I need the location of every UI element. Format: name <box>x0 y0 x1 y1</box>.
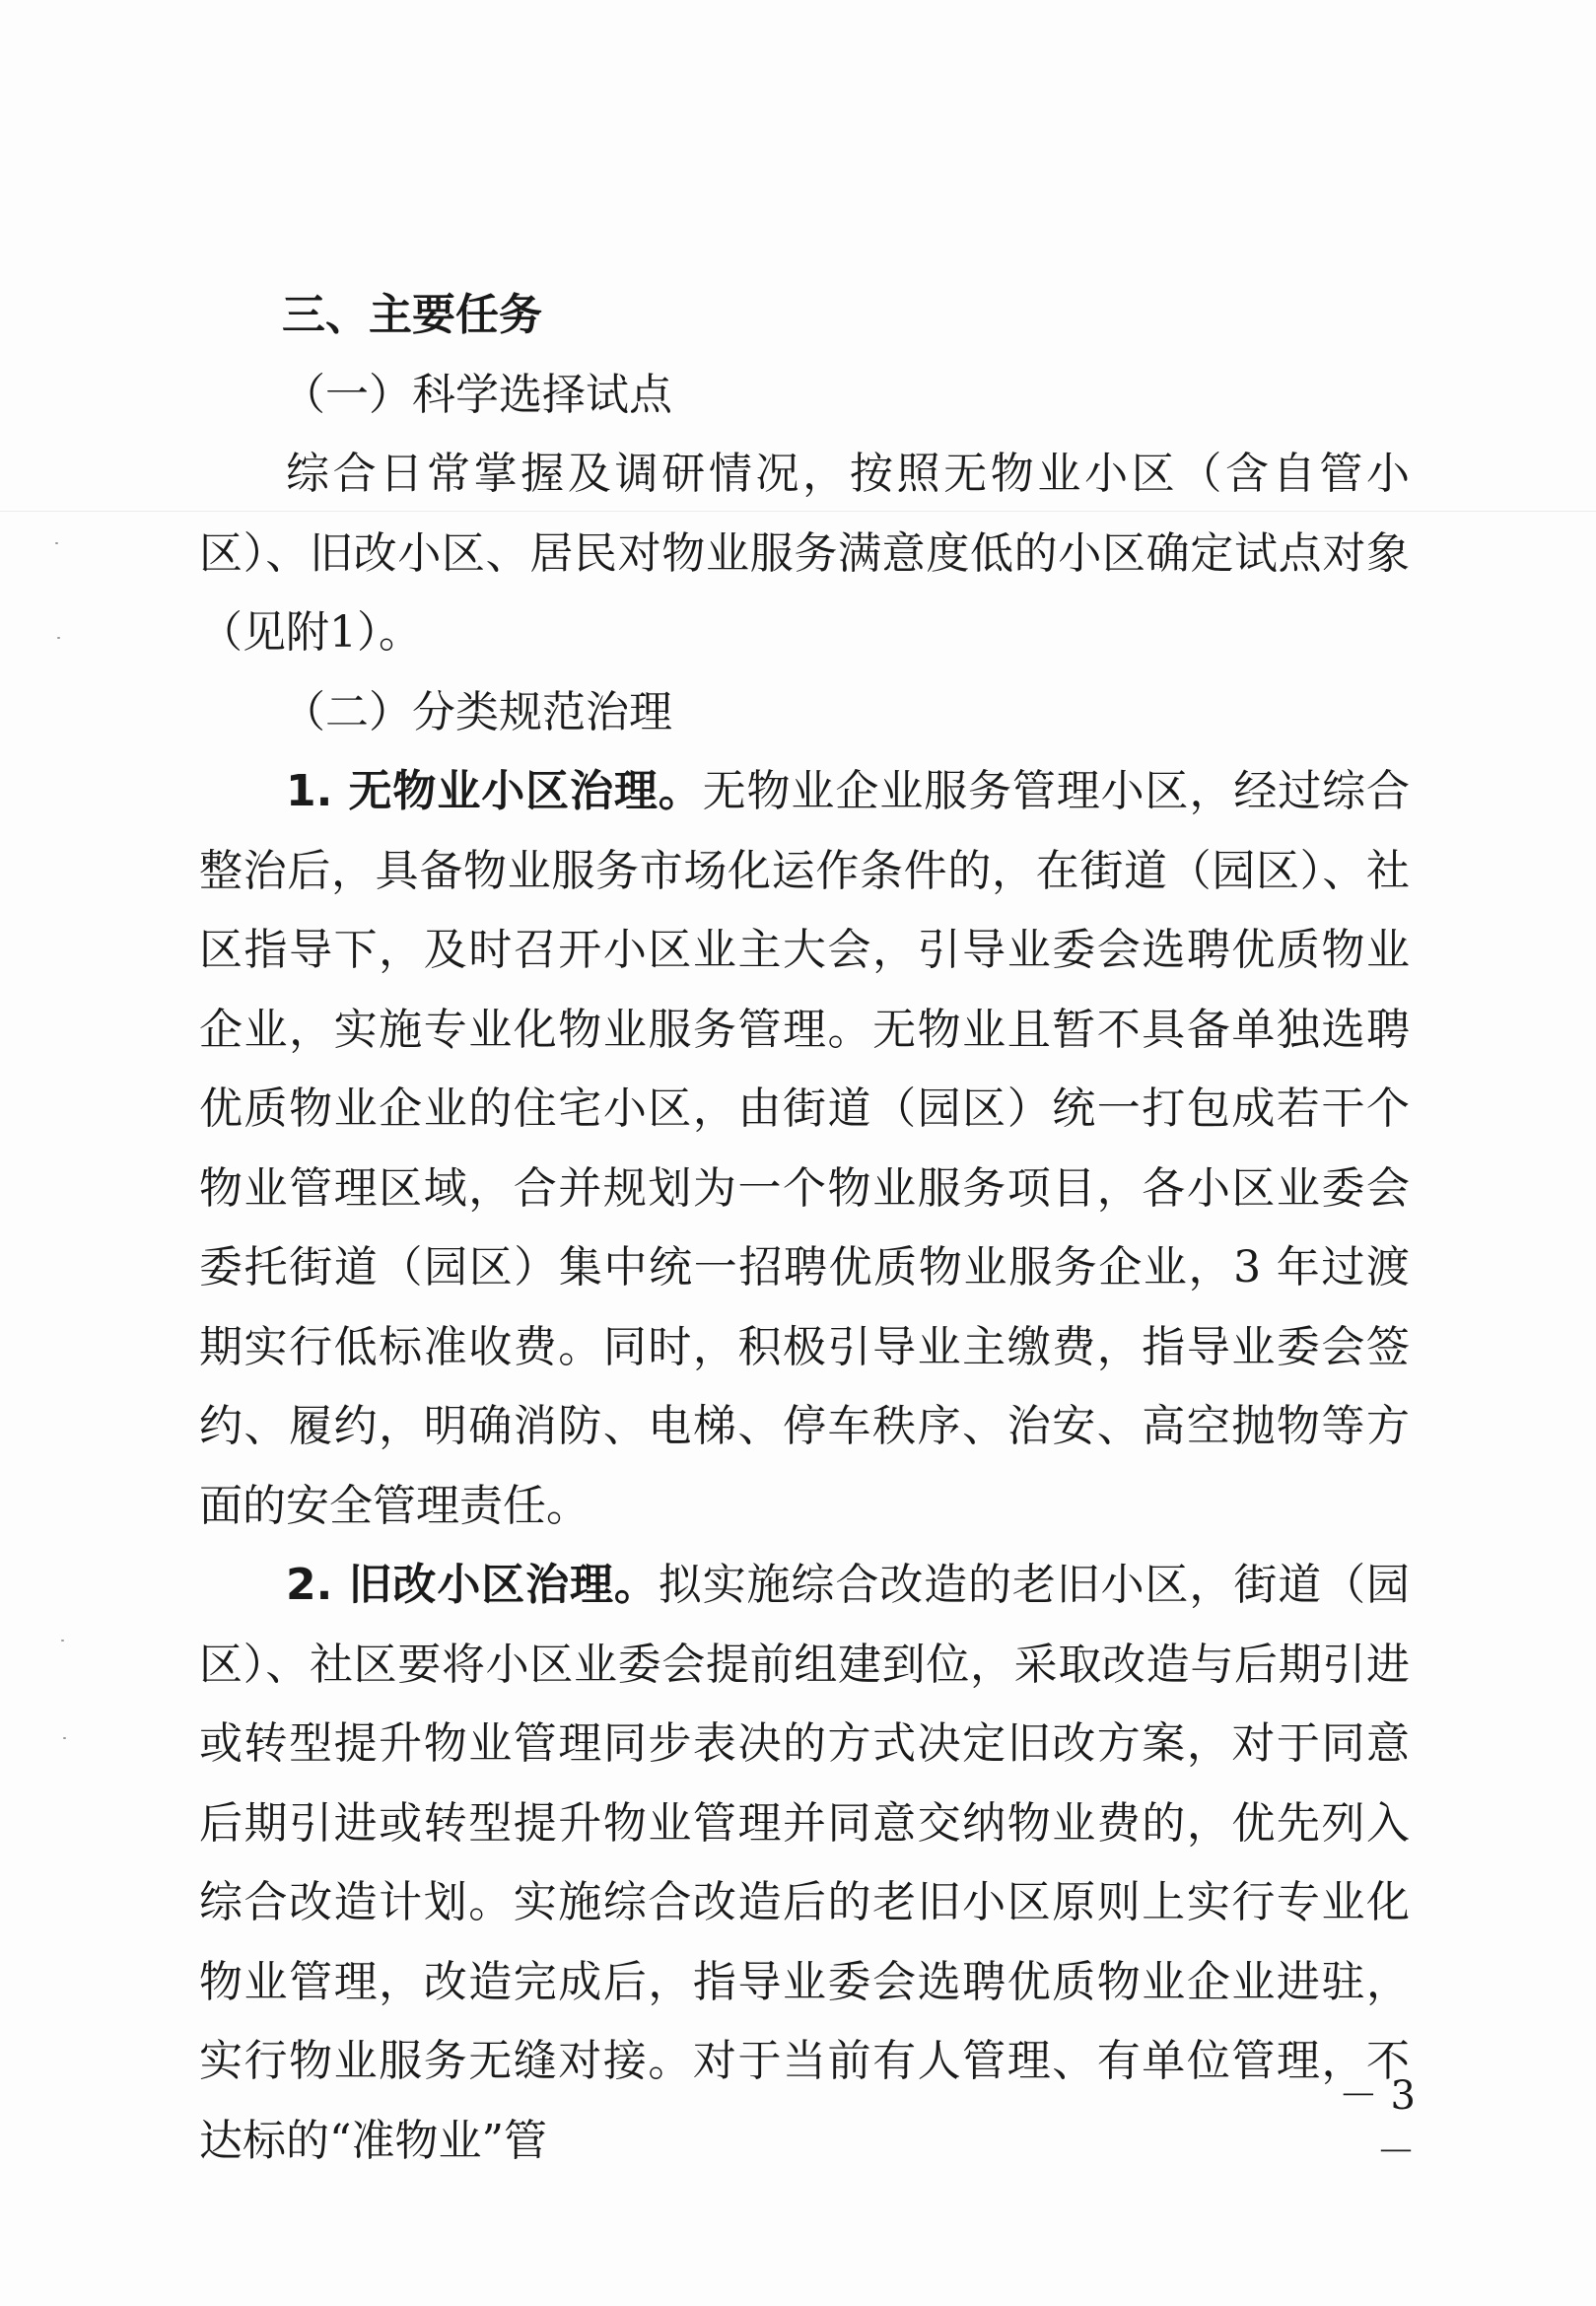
section-heading: 三、主要任务 <box>282 290 542 340</box>
item-1-body: 无物业企业服务管理小区，经过综合整治后，具备物业服务市场化运作条件的，在街道（园区）、社区指导下，及时召开小区业主大会，引导业委会选聘优质物业企业，实施专业化物业服务管理。无物业且暂不具备单独选聘优质物业企业的住宅小区，由街道（园区）统一打包成若干个物业管理区域，合并规划为一个物业服务项目，各小区业委会委托街道（园区）集中统一招聘优质物业服务企业，3 年过渡期实行低标准收费。同时，积极引导业主缴费，指导业委会签约、履约，明确消防、电梯、停车秩序、治安、高空抛物等方面的安全管理责任。 <box>199 766 1410 1531</box>
scan-speck <box>55 542 58 544</box>
document-body <box>199 276 1410 2181</box>
scan-speck <box>63 1737 66 1739</box>
paragraph-item-1 <box>199 752 1410 1546</box>
subsection-heading-1: （一）科学选择试点 <box>282 369 672 420</box>
subsection-heading-2: （二）分类规范治理 <box>282 686 672 737</box>
paragraph-item-2 <box>199 1546 1410 2181</box>
scan-speck <box>57 637 60 639</box>
item-2-lead: 2. 旧改小区治理。 <box>286 1560 659 1610</box>
item-2-body: 拟实施综合改造的老旧小区，街道（园区）、社区要将小区业委会提前组建到位，采取改造与后期引进或转型提升物业管理同步表决的方式决定旧改方案，对于同意后期引进或转型提升物业管理并同意交纳物业费的，优先列入综合改造计划。实施综合改造后的老旧小区原则上实行专业化物业管理，改造完成后，指导业委会选聘优质物业企业进驻，实行物业服务无缝对接。对于当前有人管理、有单位管理，不达标的“准物业”管 <box>199 1560 1410 2166</box>
paragraph-pilot-selection: 综合日常掌握及调研情况，按照无物业小区（含自管小区）、旧改小区、居民对物业服务满意度低的小区确定试点对象（见附1）。 <box>199 449 1410 658</box>
scan-speck <box>61 1640 64 1642</box>
item-1-lead: 1. 无物业小区治理。 <box>286 766 703 816</box>
page-number: － 3 － <box>1338 2073 1416 2175</box>
